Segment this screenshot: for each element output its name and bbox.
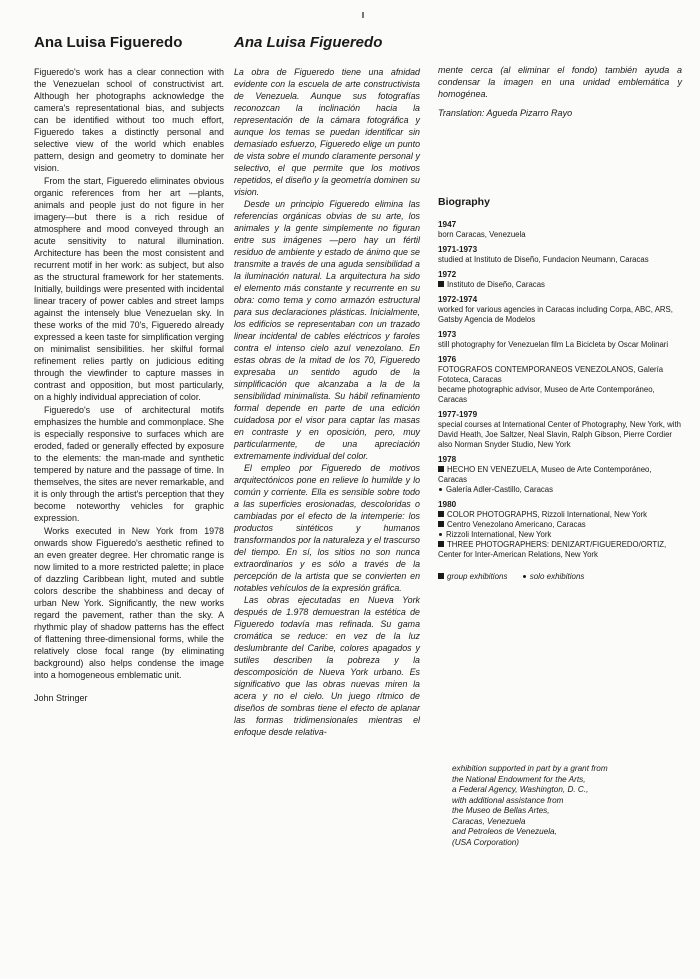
byline: John Stringer	[34, 693, 88, 703]
bio-entry	[438, 230, 682, 240]
english-column	[34, 34, 224, 703]
legend-group-label: group exhibitions	[447, 572, 508, 581]
bio-entry	[438, 280, 682, 290]
bio-entry	[438, 305, 682, 325]
dot-marker-icon	[439, 488, 442, 491]
funding-line: a Federal Agency, Washington, D. C.,	[452, 785, 589, 794]
biography-column	[438, 64, 682, 581]
bio-entry-text: HECHO EN VENEZUELA, Museo de Arte Contemporáneo, Caracas	[438, 465, 652, 484]
funding-line: the Museo de Bellas Artes,	[452, 806, 550, 815]
bio-year: 1973	[438, 330, 457, 339]
english-paragraph: Works executed in New York from 1978 onwards show Figueredo's aesthetic refined to an even greater degree. Her chromatic range is now limited to a more restricted palette; in place of dazzling Caribbean light, muted and subtle colors describe the shabbiness and decay of urban New York. Significantly, the new works regard the pavement, rather than the sky. A rhythmic play of shadow patterns has the effect of flattening three-dimensional forms, while the relatively close focal range (by eliminating background) also helps condense the image into a homogeneous emblematic unit.	[34, 526, 224, 680]
bio-year: 1980	[438, 500, 457, 509]
english-paragraph: Figueredo's work has a clear connection with the Venezuelan school of constructivist art. Although her photographs acknowledge the camera's representational bias, and subjects can be identified without too much effort, Figueredo takes a distinctly personal and selective view of the world which enables pattern, design and geometry to dominate her vision.	[34, 67, 224, 173]
bio-entry	[438, 530, 682, 540]
funding-line: the National Endowment for the Arts,	[452, 774, 586, 784]
english-paragraph: From the start, Figueredo eliminates obvious organic references from her art —plants, animals and people just do not figure in her imagery—but there is a rich residue of atmosphere and mood conveyed through an acute sensitivity to natural illumination. Architecture has been the most consistent and recurrent motif in her work: as subject, but also as the structural framework for her statements. Initially, buildings were presented with incidental linear tracery of power cables and street lamps against the intensely blue Venezuelan sky. In these works of the mid 70's, Figueredo already expressed a keen taste for simplification verging on minimalist sensibilities. her skilful formal refinement relies partly on judicious editing through the viewfinder to capture masses in contrast and opposition, but most particularly, on a highly individual appreciation of color.	[34, 176, 224, 402]
bio-year: 1978	[438, 455, 457, 464]
spanish-paragraph: Las obras ejecutadas en Nueva York después de 1.978 demuestran la estética de Figueredo todavía mas refinada. Su gama cromática se reduce: en vez de la luz deslumbrante del Caribe, colores apagados y sutiles describen la pobreza y la descomposición de Nueva York urbano. Es significativo que las obras nuevas miren la acera y no el cielo. Un juego rítmico de diseños de sombras tiene el efecto de aplanar las formas tridimensionales mientras el enfoque desde relativa-	[234, 595, 420, 737]
bio-entry-text: Rizzoli International, New York	[446, 530, 552, 539]
square-marker-icon	[438, 281, 444, 287]
bio-entry	[438, 540, 682, 560]
bio-entry	[438, 365, 682, 385]
bio-year: 1976	[438, 355, 457, 364]
bio-entry-text: FOTOGRAFOS CONTEMPORANEOS VENEZOLANOS, Galería Fototeca, Caracas	[438, 365, 664, 384]
bio-entry	[438, 510, 682, 520]
margin-mark	[362, 12, 364, 18]
legend-solo	[522, 572, 585, 581]
spanish-title: Ana Luisa Figueredo	[234, 34, 383, 51]
square-marker-icon	[438, 466, 444, 472]
funding-line: Caracas, Venezuela	[452, 816, 526, 826]
bio-entry-text: Centro Venezolano Americano, Caracas	[447, 520, 586, 529]
bio-entry-text: worked for various agencies in Caracas including Corpa, ABC, ARS, Gatsby Agencia de Modelos	[438, 305, 673, 324]
bio-entry	[438, 520, 682, 530]
legend-group	[438, 572, 507, 581]
square-marker-icon	[438, 521, 444, 527]
bio-entry-text: became photographic advisor, Museo de Arte Contemporáneo, Caracas	[438, 385, 655, 404]
biography-list	[438, 220, 682, 560]
bio-entry-text: THREE PHOTOGRAPHERS: DENIZART/FIGUEREDO/ORTIZ, Center for Inter-American Relations, New York	[438, 540, 667, 559]
bio-entry	[438, 465, 682, 485]
bio-year: 1972	[438, 270, 457, 279]
bio-entry-text: studied at Instituto de Diseño, Fundacion Neumann, Caracas	[438, 255, 649, 264]
funding-credit	[452, 764, 672, 848]
translation-credit: Translation: Agueda Pizarro Rayo	[438, 108, 573, 118]
legend-solo-label: solo exhibitions	[529, 572, 585, 581]
english-title: Ana Luisa Figueredo	[34, 34, 183, 51]
bio-year: 1971-1973	[438, 245, 478, 254]
bio-entry-text: still photography for Venezuelan film La Bicicleta by Oscar Molinari	[438, 340, 669, 349]
english-paragraph: Figueredo's use of architectural motifs emphasizes the humble and commonplace. She is especially responsive to surfaces which are eroded, faded or generally effected by exposure to the elements: the man-made and synthetic tempered by nature and the passage of time. In themselves, the sites are never remarkable, and it is only through the artist's perception that they become noteworthy vehicles for graphic expression.	[34, 405, 224, 523]
bio-year: 1947	[438, 220, 457, 229]
bio-entry	[438, 485, 682, 495]
spanish-column	[234, 34, 420, 738]
square-marker-icon	[438, 541, 444, 547]
bio-entry	[438, 255, 682, 265]
spanish-paragraph: El empleo por Figueredo de motivos arquitectónicos pone en relieve lo humilde y lo común y corriente. Ella es sensible sobre todo a las superficies erosionadas, descoloridas o cambiadas por el efecto de la intemperie: los productos sintéticos y humanos transformandos por la naturaleza y el trascurso del tiempo. En sí, los sitios no son nunca extraordinarios y es sólo a través de la percepción de la artista que se convierten en notables vehículos de la expresión gráfica.	[234, 463, 420, 593]
funding-line: exhibition supported in part by a grant from	[452, 764, 608, 773]
bio-entry	[438, 420, 682, 450]
bio-entry	[438, 340, 682, 350]
dot-marker-icon	[439, 533, 442, 536]
bio-year: 1972-1974	[438, 295, 478, 304]
funding-line: (USA Corporation)	[452, 837, 520, 847]
bio-entry	[438, 385, 682, 405]
legend	[438, 572, 682, 581]
funding-line: with additional assistance from	[452, 795, 564, 805]
bio-entry-text: special courses at International Center of Photography, New York, with David Heath, Joe Saltzer, Neal Slavin, Ralph Gibson, Pierre Cordier also Norman Snyder Studio, New York	[438, 420, 681, 449]
bio-entry-text: Galería Adler-Castillo, Caracas	[446, 485, 554, 494]
spanish-paragraph: La obra de Figueredo tiene una afnidad evidente con la escuela de arte constructivista de Venezuela. Aunque sus fotografías reconozcan la inclinación hacia la representación de la cámara fotográfica y aunque los temas se puedan identificar sin demasiado esfuerzo, Figueredo elige un punto de vista sobre el mundo claramente personal y selectivo, el que permite que los motivos repetidos, el diseño y la geometría dominen su vision.	[234, 67, 420, 197]
bio-year: 1977-1979	[438, 410, 478, 419]
dot-marker-icon	[523, 575, 526, 578]
funding-line: and Petroleos de Venezuela,	[452, 827, 557, 836]
square-marker-icon	[438, 511, 444, 517]
spanish-paragraph: Desde un principio Figueredo elimina las referencias orgánicas obvias de su arte, los animales y la gente simplemente no figuran entre sus imágenes —pero hay un fértil residuo de ambiente y estado de ánimo que se transmite a través de una aguda sensibilidad a la iluminación natural. La arquitectura ha sido el elemento más constante y recurrente en su obra: como tema y como armazón estructural para sus declaraciones plásticas. Inicialmente, los edificios se representaban con un trazado linear incidental de cables eléctricos y faroles contra el intenso cielo azul venezolano. En estas obras de la mitad de los 70, Figueredo expresaba un sentido agudo de la simplificación que alcanzaba a la de la sensibilidad minimalista. Su hábil refinamiento formal depende en parte de una edición cuidadosa por el visor para captar las masas en contraste y en oposición, pero, muy particularmente, de una apreciación extremamente individual del color.	[234, 199, 420, 461]
bio-entry-text: Instituto de Diseño, Caracas	[447, 280, 545, 289]
biography-title: Biography	[438, 196, 490, 208]
spanish-continuation: mente cerca (al eliminar el fondo) también ayuda a condensar la imagen en una unidad emblemática y homogénea.	[438, 65, 682, 99]
square-marker-icon	[438, 573, 444, 579]
bio-entry-text: born Caracas, Venezuela	[438, 230, 526, 239]
bio-entry-text: COLOR PHOTOGRAPHS, Rizzoli International, New York	[447, 510, 648, 519]
